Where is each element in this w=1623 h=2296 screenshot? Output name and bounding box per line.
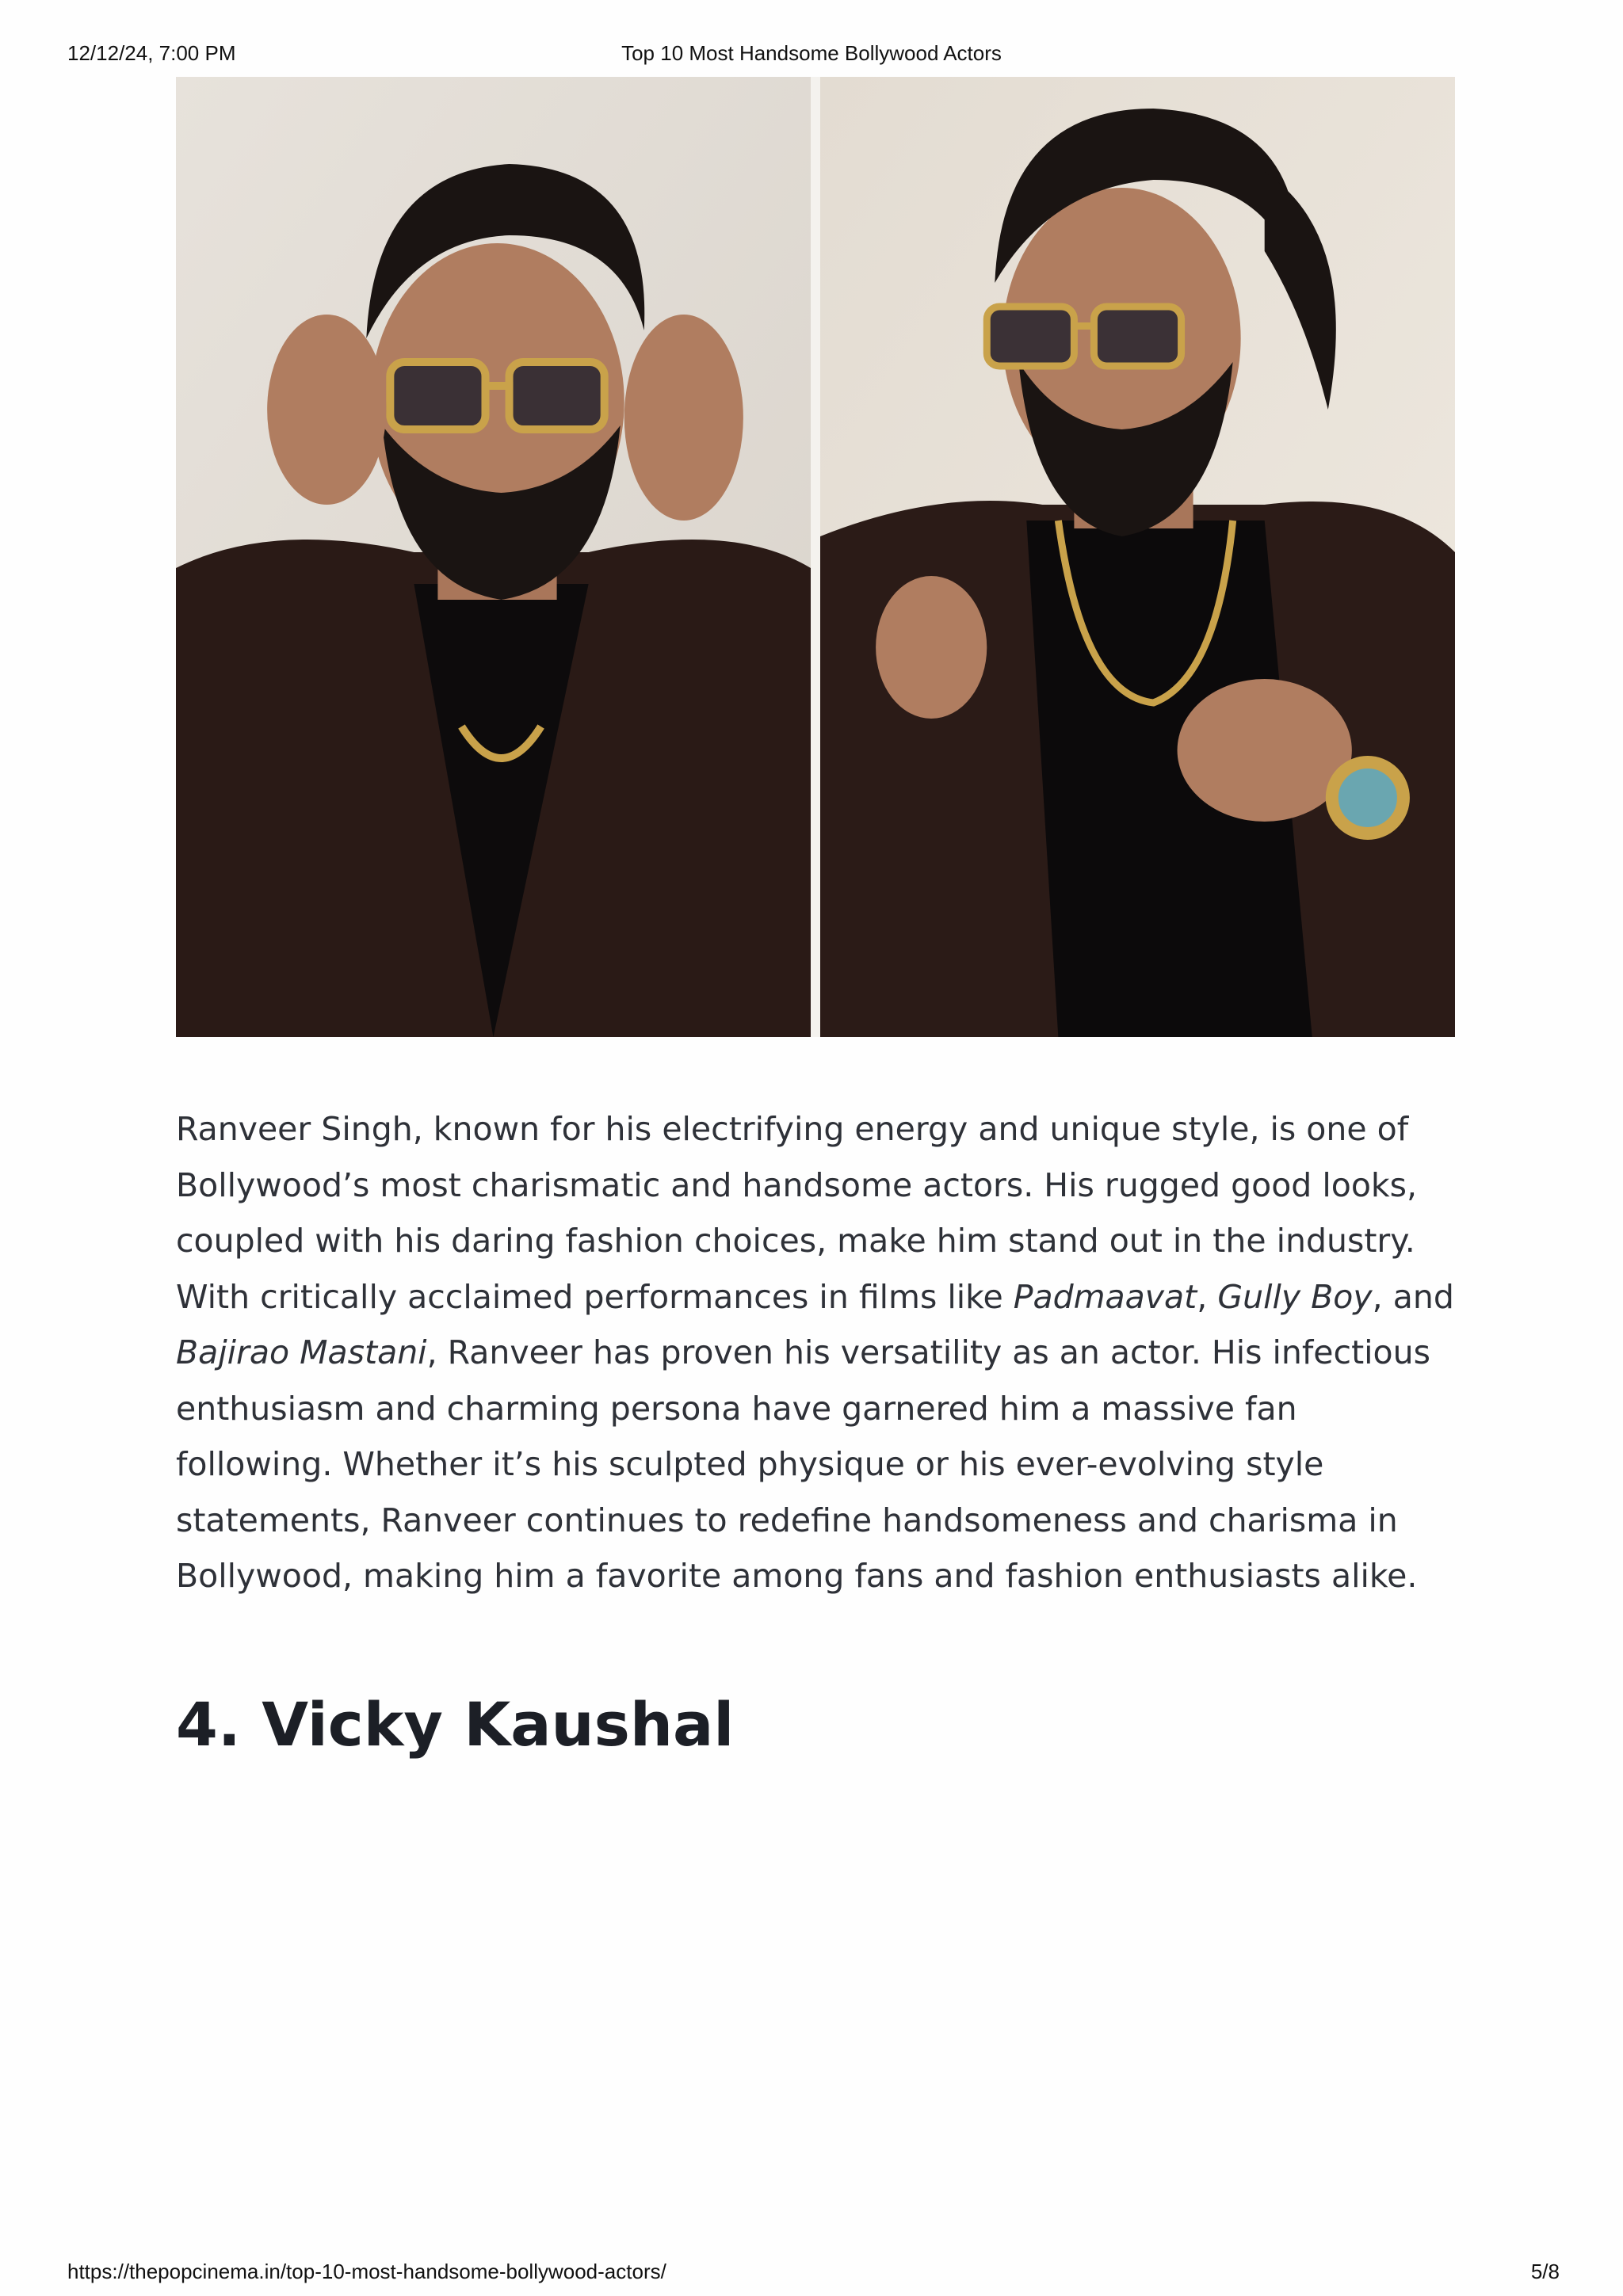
- print-datetime: 12/12/24, 7:00 PM: [67, 41, 236, 65]
- film-title-bajirao-mastani: Bajirao Mastani: [176, 1333, 427, 1371]
- print-header: [0, 41, 1623, 70]
- film-title-gully-boy: Gully Boy: [1217, 1277, 1373, 1316]
- film-title-padmaavat: Padmaavat: [1013, 1277, 1197, 1316]
- article-separator: ,: [1197, 1277, 1218, 1316]
- print-page-title: Top 10 Most Handsome Bollywood Actors: [621, 41, 1002, 65]
- photo-right: [820, 77, 1455, 1037]
- print-page-number: 5/8: [1530, 2260, 1560, 2283]
- photo-left: [176, 77, 811, 1037]
- article-paragraph: [176, 1101, 1455, 1604]
- photo-ranveer-gold-chain-watch-icon: [820, 77, 1455, 1037]
- photo-ranveer-adjusting-sunglasses-icon: [176, 77, 811, 1037]
- article-text-part: Ranveer Singh, known for his electrifying energy and unique style, is one of Bollywood’s most charismatic and handsome actors. His rugged good looks, coupled with his daring fashion choices, make him stand out in the industry. With critically acclaimed performances in films like: [176, 1110, 1418, 1316]
- print-url: https://thepopcinema.in/top-10-most-handsome-bollywood-actors/: [67, 2260, 666, 2283]
- article-text-part: , Ranveer has proven his versatility as an actor. His infectious enthusiasm and charming persona have garnered him a massive fan following. Whether it’s his sculpted physique or his ever-evolving style statements, Ranveer continues to redefine handsomeness and charisma in Bollywood, making him a favorite among fans and fashion enthusiasts alike.: [176, 1333, 1430, 1595]
- article-separator: , and: [1372, 1277, 1454, 1316]
- photo-collage: [176, 77, 1455, 1037]
- section-heading-vicky-kaushal: 4. Vicky Kaushal: [176, 1689, 735, 1760]
